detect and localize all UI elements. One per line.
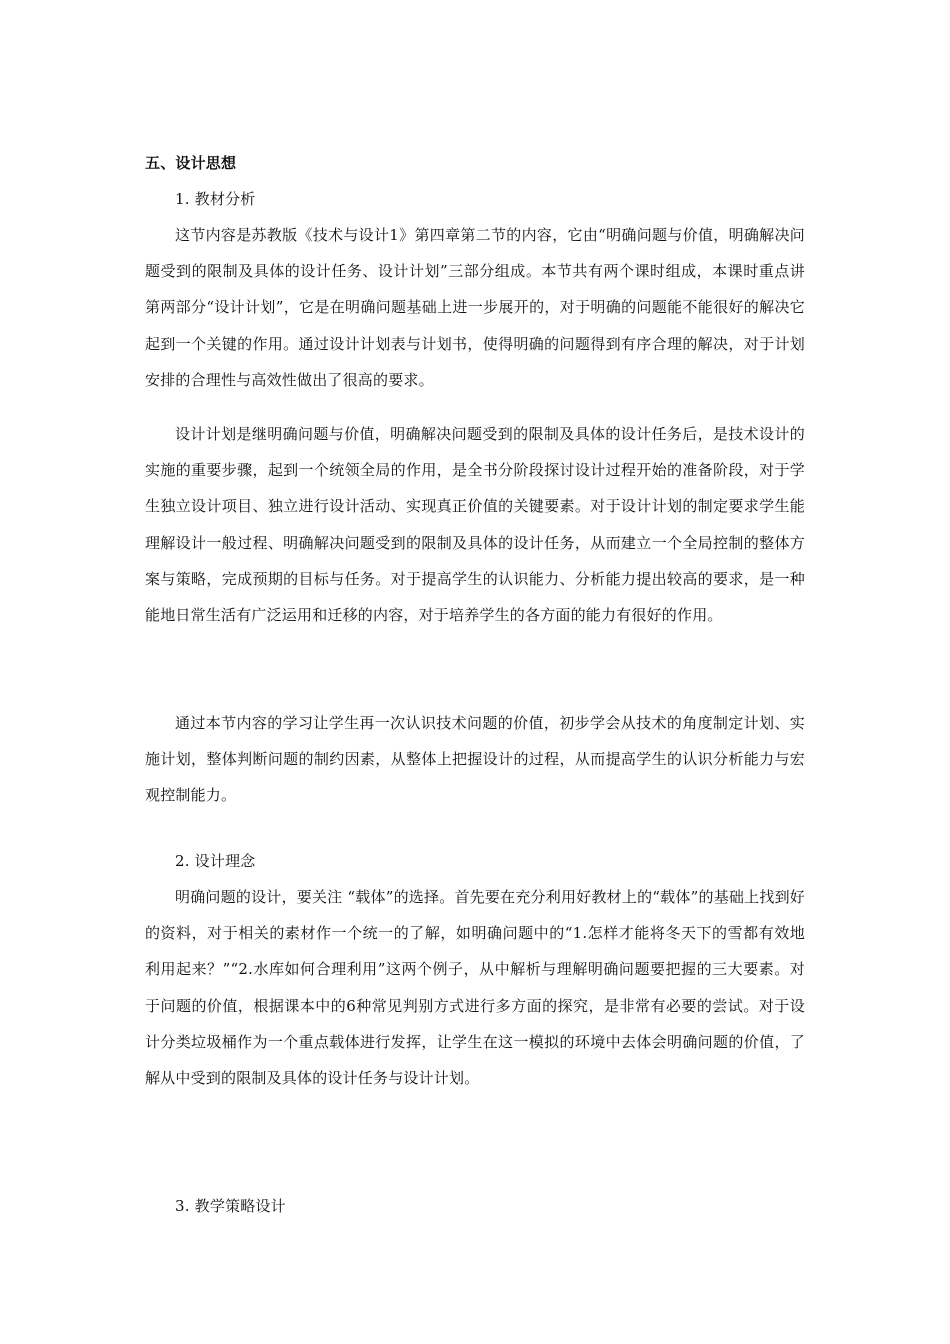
paragraph-material-intro: 这节内容是苏教版《技术与设计1》第四章第二节的内容，它由“明确问题与价值，明确解决问题受到的限制及具体的设计任务、设计计划”三部分组成。本节共有两个课时组成，本课时重点讲第两部分“设计计划”，它是在明确问题基础上进一步展开的，对于明确的问题能不能很好的解决它起到一个关键的作用。通过设计计划表与计划书，使得明确的问题得到有序合理的解决，对于计划安排的合理性与高效性做出了很高的要求。 [145,226,805,389]
subsection-heading-teaching-material: 1. 教材分析 [175,190,256,208]
subsection-heading-design-concept: 2. 设计理念 [175,852,256,870]
subsection-heading-teaching-strategy: 3. 教学策略设计 [175,1197,286,1215]
paragraph-design-plan-role: 设计计划是继明确问题与价值，明确解决问题受到的限制及具体的设计任务后，是技术设计的实施的重要步骤，起到一个统领全局的作用，是全书分阶段探讨设计过程开始的准备阶段，对于学生独立设计项目、独立进行设计活动、实现真正价值的关键要素。对于设计计划的制定要求学生能理解设计一般过程、明确解决问题受到的限制及具体的设计任务，从而建立一个全局控制的整体方案与策略，完成预期的目标与任务。对于提高学生的认识能力、分析能力提出较高的要求，是一种能地日常生活有广泛运用和迁移的内容，对于培养学生的各方面的能力有很好的作用。 [145,425,805,625]
paragraph-design-concept: 明确问题的设计，要关注 “载体”的选择。首先要在充分利用好教材上的“载体”的基础上找到好的资料，对于相关的素材作一个统一的了解，如明确问题中的“1.怎样才能将冬天下的雪都有效地利用起来？”“2.水库如何合理利用”这两个例子，从中解析与理解明确问题要把握的三大要素。对于问题的价值，根据课本中的6种常见判别方式进行多方面的探究，是非常有必要的尝试。对于设计分类垃圾桶作为一个重点载体进行发挥，让学生在这一模拟的环境中去体会明确问题的价值，了解从中受到的限制及具体的设计任务与设计计划。 [145,888,805,1088]
paragraph-learning-goals: 通过本节内容的学习让学生再一次认识技术问题的价值，初步学会从技术的角度制定计划、实施计划，整体判断问题的制约因素，从整体上把握设计的过程，从而提高学生的认识分析能力与宏观控制能力。 [145,714,805,805]
section-title: 五、设计思想 [145,154,237,172]
